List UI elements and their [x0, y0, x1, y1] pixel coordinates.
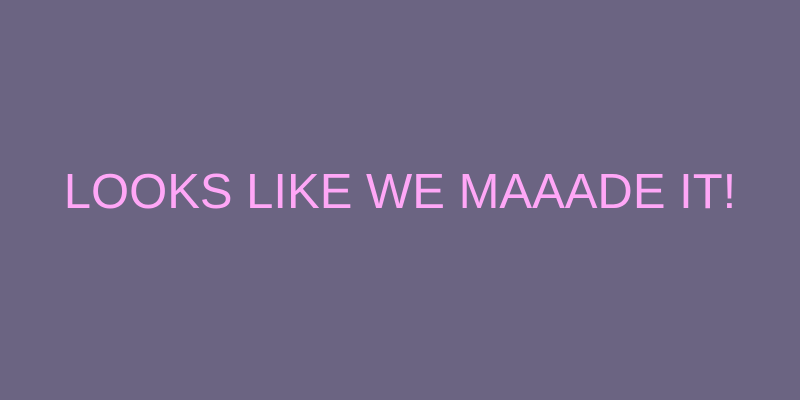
banner-headline: LOOKS LIKE WE MAAADE IT!: [63, 165, 737, 219]
